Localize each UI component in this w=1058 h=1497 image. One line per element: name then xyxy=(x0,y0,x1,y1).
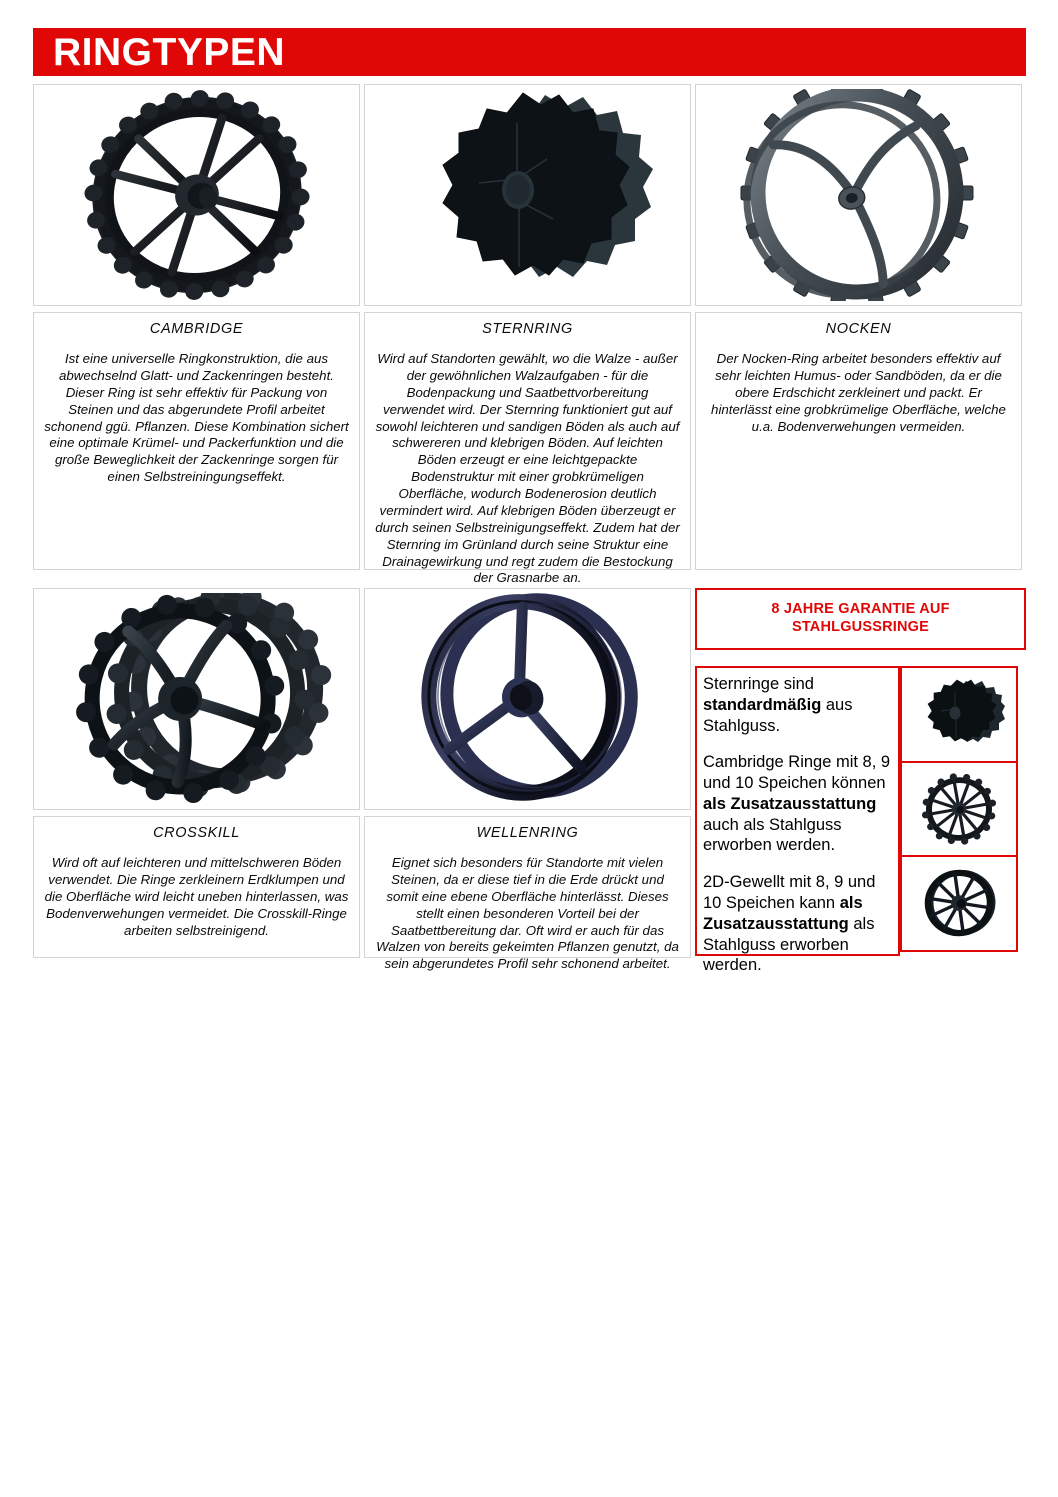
cambridge-title: CAMBRIDGE xyxy=(149,321,244,337)
guarantee-panel xyxy=(695,588,1026,975)
spec-text-box xyxy=(695,666,900,975)
page-title: RINGTYPEN xyxy=(53,30,286,74)
spec-section xyxy=(695,666,1026,975)
spec-paragraph-1 xyxy=(703,674,892,736)
cambridge-spoked-thumb-image xyxy=(913,770,1005,848)
sternring-title: STERNRING xyxy=(482,321,573,337)
spec-p2-part-c: auch als Stahlguss erworben werden. xyxy=(703,815,842,855)
sternring-thumb-image xyxy=(913,675,1005,753)
smooth-spoked-thumb-image xyxy=(913,864,1005,942)
ring-row-bottom xyxy=(33,588,1026,975)
wellenring-ring-image xyxy=(373,593,683,805)
crosskill-text-cell xyxy=(33,816,360,958)
spec-p1-bold: standardmäßig xyxy=(703,695,822,714)
sternring-ring-image xyxy=(373,89,683,301)
crosskill-title: CROSSKILL xyxy=(153,825,240,841)
nocken-title: NOCKEN xyxy=(825,321,892,337)
nocken-description: Der Nocken-Ring arbeitet besonders effektiv auf sehr leichten Humus- oder Sandböden, da er die obere Erdschicht zerkleinert und packt. Er hinterlässt eine grobkrümelige Oberfläche, welche u.a. Bodenverwehungen vermeiden. xyxy=(711,351,1006,434)
spec-p3-bold: als Zusatzausstattung xyxy=(703,894,863,933)
nocken-text-cell xyxy=(695,312,1022,570)
wellenring-title: WELLENRING xyxy=(476,825,579,841)
guarantee-line-2: STAHLGUSSRINGE xyxy=(791,619,930,635)
spec-p1-part-a: Sternringe sind xyxy=(703,675,814,693)
nocken-ring-image xyxy=(704,89,1014,301)
ring-row-top xyxy=(33,84,1026,586)
spec-thumb-smooth-spoked xyxy=(900,855,1018,952)
cambridge-image-cell xyxy=(33,84,360,306)
ring-card-nocken xyxy=(695,84,1026,570)
wellenring-text-cell xyxy=(364,816,691,972)
guarantee-banner xyxy=(695,588,1026,650)
guarantee-text xyxy=(771,601,949,636)
ring-card-crosskill xyxy=(33,588,364,958)
wellenring-description: Eignet sich besonders für Standorte mit vielen Steinen, da er diese tief in die Erde drückt und somit eine ebene Oberfläche hinterlässt. Dieses stellt einen besonderen Vorteil bei der Saatbettbereitung dar. Oft wird er auch für das Walzen von bereits gekeimten Pflanzen genutzt, da sein abgerundetes Profil sehr schonend arbeitet. xyxy=(376,855,679,972)
spec-thumbnail-column xyxy=(900,666,1018,952)
spec-paragraph-3 xyxy=(703,872,892,976)
ring-types-grid xyxy=(33,84,1026,975)
guarantee-line-1: 8 JAHRE GARANTIE AUF xyxy=(771,601,950,618)
sternring-description: Wird auf Standorten gewählt, wo die Walze - außer der gewöhnlichen Walzaufgaben - für die Bodenpackung und Saatbettvorbereitung verwendet wird. Der Sternring funktioniert gut auf sowohl leichteren und sandigen Böden als auch auf schwereren und klebrigen Böden. Auf leichten Böden erzeugt er eine leichtgepackte Bodenstruktur mit einer grobkrümeligen Oberfläche, wodurch Bodenerosion deutlich vermindert wird. Auf klebrigen Böden überzeugt er durch seinen Selbstreinigungseffekt. Zudem hat der Sternring im Grünland durch seine Struktur eine Drainagewirkung und regt zudem die Bestockung der Grasnarbe an. xyxy=(375,351,680,586)
crosskill-description: Wird oft auf leichteren und mittelschweren Böden verwendet. Die Ringe zerkleinern Erdklumpen und die Oberfläche wird leicht uneben hinterlassen, was Bodenverwehungen vermeidet. Die Crosskill-Ringe arbeiten selbstreinigend. xyxy=(44,855,349,938)
ring-card-wellenring xyxy=(364,588,695,972)
page-title-banner xyxy=(33,28,1026,76)
cambridge-text-cell xyxy=(33,312,360,570)
sternring-text-cell xyxy=(364,312,691,586)
spec-p1-part-c: aus Stahlguss. xyxy=(703,695,853,735)
spec-paragraph-2 xyxy=(703,752,892,856)
spec-p3-part-c: als Stahlguss erworben werden. xyxy=(703,914,875,975)
spec-thumb-sternring xyxy=(900,666,1018,763)
ring-card-cambridge xyxy=(33,84,364,570)
cambridge-description: Ist eine universelle Ringkonstruktion, die aus abwechselnd Glatt- und Zackenringen besteht. Dieser Ring ist sehr effektiv für Packung von Steinen und das abgerundete Profil arbeitet schonend ggü. Pflanzen. Diese Kombination sichert eine optimale Krümel- und Packerfunktion und die große Beweglichkeit der Zackenringe sorgen für einen Selbstreiningungseffekt. xyxy=(44,351,349,485)
cambridge-ring-image xyxy=(42,89,352,301)
sternring-image-cell xyxy=(364,84,691,306)
crosskill-image-cell xyxy=(33,588,360,810)
spec-p2-part-a: Cambridge Ringe mit 8, 9 und 10 Speichen können xyxy=(703,753,891,793)
spec-p2-bold: als Zusatzausstattung xyxy=(703,794,877,813)
ring-card-sternring xyxy=(364,84,695,586)
crosskill-ring-image xyxy=(42,593,352,805)
wellenring-image-cell xyxy=(364,588,691,810)
nocken-image-cell xyxy=(695,84,1022,306)
spec-p3-part-a: 2D-Gewellt mit 8, 9 und 10 Speichen kann xyxy=(703,873,876,913)
spec-thumb-cambridge-spoked xyxy=(900,761,1018,858)
